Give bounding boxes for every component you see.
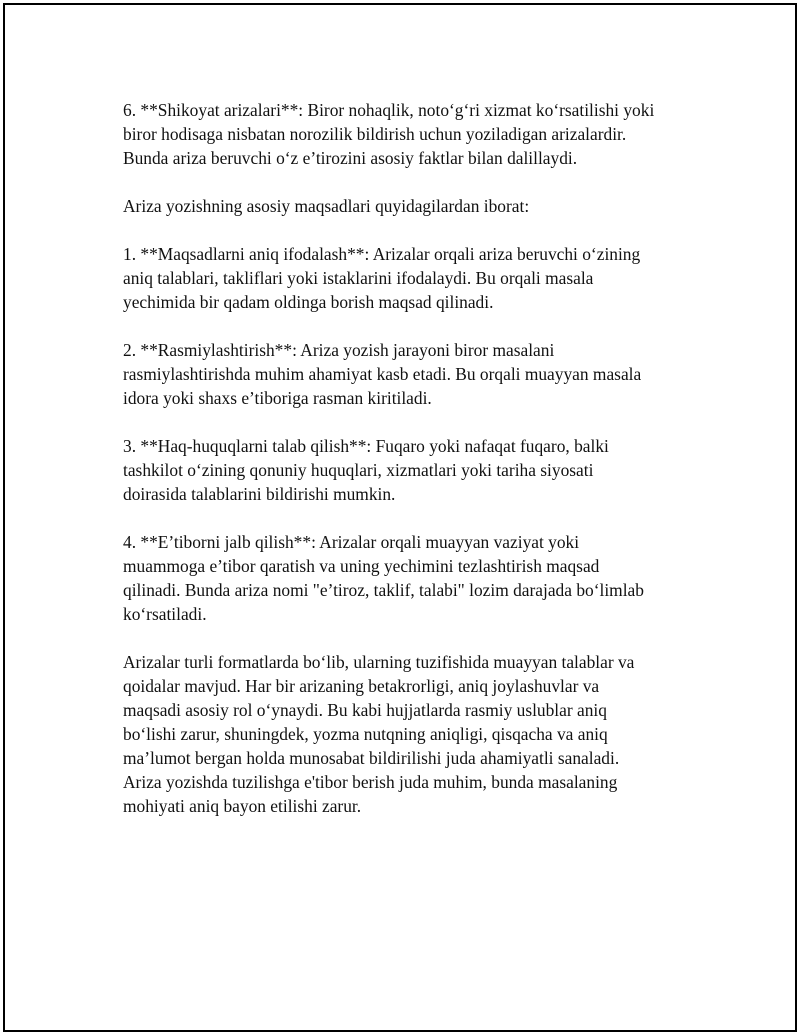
text-line: tashkilot o‘zining qonuniy huquqlari, xizmatlari yoki tariha siyosati — [123, 460, 594, 480]
paragraph-goal-1 — [123, 242, 703, 314]
text-line: Arizalar turli formatlarda bo‘lib, ularning tuzifishida muayyan talablar va — [123, 652, 635, 672]
text-line: 3. **Haq-huquqlarni talab qilish**: Fuqaro yoki nafaqat fuqaro, balki — [123, 436, 609, 456]
text-line: doirasida talablarini bildirishi mumkin. — [123, 484, 396, 504]
text-line: aniq talablari, takliflari yoki istaklarini ifodalaydi. Bu orqali masala — [123, 268, 594, 288]
document-body — [123, 98, 703, 842]
text-line: 1. **Maqsadlarni aniq ifodalash**: Arizalar orqali ariza beruvchi o‘zining — [123, 244, 641, 264]
text-line: bo‘lishi zarur, shuningdek, yozma nutqning aniqligi, qisqacha va aniq — [123, 724, 608, 744]
text-line: 2. **Rasmiylashtirish**: Ariza yozish jarayoni biror masalani — [123, 340, 555, 360]
paragraph-complaint-applications — [123, 98, 703, 170]
text-line: ko‘rsatiladi. — [123, 604, 207, 624]
paragraph-goal-2 — [123, 338, 703, 410]
paragraph-goal-4 — [123, 530, 703, 626]
text-line: qoidalar mavjud. Har bir arizaning betakrorligi, aniq joylashuvlar va — [123, 676, 600, 696]
text-line: maqsadi asosiy rol o‘ynaydi. Bu kabi hujjatlarda rasmiy uslublar aniq — [123, 700, 607, 720]
text-line: qilinadi. Bunda ariza nomi "e’tiroz, taklif, talabi" lozim darajada bo‘limlab — [123, 580, 644, 600]
paragraph-conclusion — [123, 650, 703, 818]
text-line: yechimida bir qadam oldinga borish maqsad qilinadi. — [123, 292, 494, 312]
text-line: biror hodisaga nisbatan norozilik bildirish uchun yoziladigan arizalardir. — [123, 124, 627, 144]
text-line: mohiyati aniq bayon etilishi zarur. — [123, 796, 362, 816]
text-line: 4. **E’tiborni jalb qilish**: Arizalar orqali muayyan vaziyat yoki — [123, 532, 580, 552]
text-line: muammoga e’tibor qaratish va uning yechimini tezlashtirish maqsad — [123, 556, 600, 576]
text-line: Bunda ariza beruvchi o‘z e’tirozini asosiy faktlar bilan dalillaydi. — [123, 148, 578, 168]
text-line: rasmiylashtirishda muhim ahamiyat kasb etadi. Bu orqali muayyan masala — [123, 364, 642, 384]
page-frame — [3, 3, 797, 1032]
paragraph-goal-3 — [123, 434, 703, 506]
text-line: Ariza yozishda tuzilishga e'tibor berish juda muhim, bunda masalaning — [123, 772, 618, 792]
text-line: Ariza yozishning asosiy maqsadlari quyidagilardan iborat: — [123, 196, 530, 216]
text-line: ma’lumot bergan holda munosabat bildirilishi juda ahamiyatli sanaladi. — [123, 748, 620, 768]
text-line: 6. **Shikoyat arizalari**: Biror nohaqlik, noto‘g‘ri xizmat ko‘rsatilishi yoki — [123, 100, 655, 120]
paragraph-goals-intro — [123, 194, 703, 218]
text-line: idora yoki shaxs e’tiboriga rasman kiritiladi. — [123, 388, 432, 408]
